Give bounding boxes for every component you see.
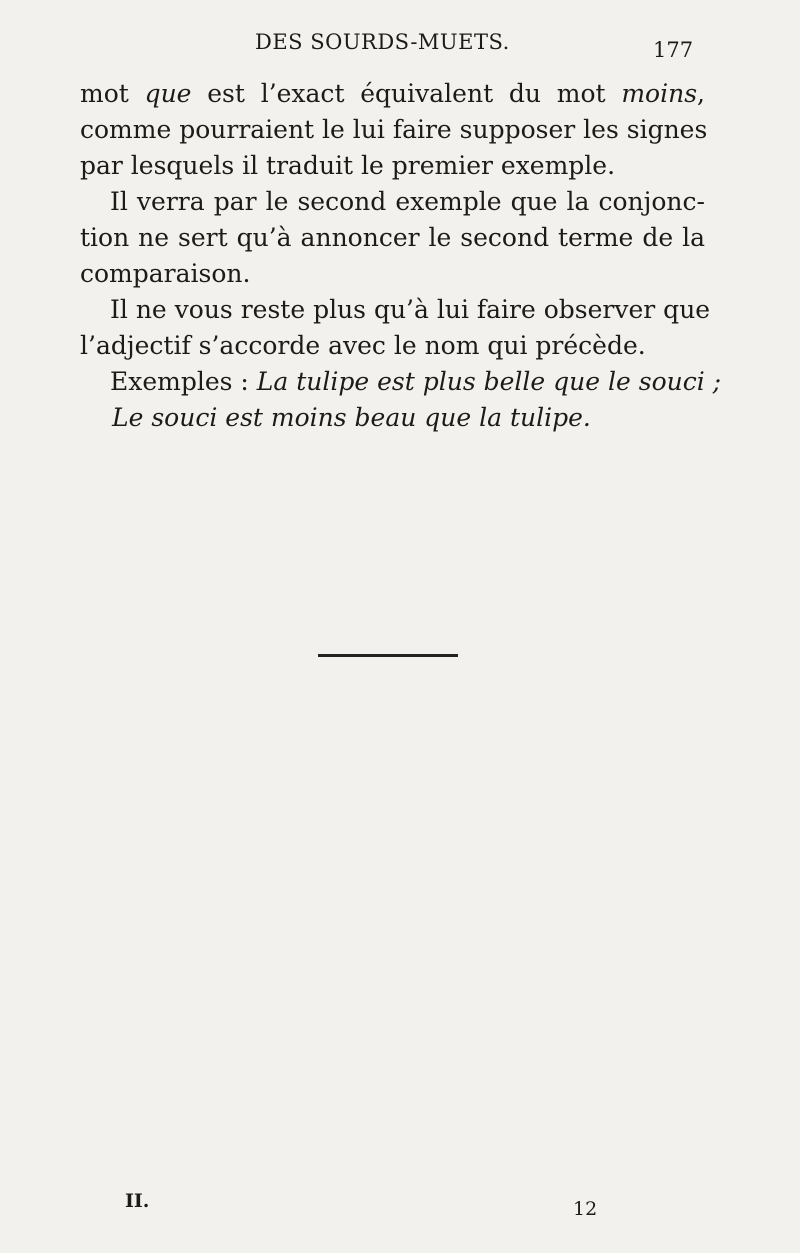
text-line: comme pourraient le lui faire supposer les signes <box>80 115 708 144</box>
italic-word: que <box>144 79 192 108</box>
text-fragment: est l’exact équivalent du mot <box>191 79 622 108</box>
text-fragment: mot <box>80 79 145 108</box>
section-divider <box>318 654 458 657</box>
examples-label: Exemples : <box>110 367 257 396</box>
text-line <box>80 364 722 400</box>
text-line: par lesquels il traduit le premier exemple. <box>80 151 616 180</box>
running-title: DES SOURDS-MUETS. <box>255 30 510 54</box>
body-text <box>80 76 722 436</box>
text-line: Il ne vous reste plus qu’à lui faire observer que <box>110 295 711 324</box>
text-line: comparaison. <box>80 259 251 288</box>
text-line <box>80 400 705 436</box>
signature-mark: II. <box>125 1190 150 1212</box>
italic-word: moins <box>621 79 698 108</box>
text-line <box>80 76 705 112</box>
example-sentence: Le souci est moins beau que la tulipe. <box>112 403 591 432</box>
text-line: tion ne sert qu’à annoncer le second terme de la <box>80 223 705 252</box>
page-number: 177 <box>653 38 694 62</box>
text-line: l’adjectif s’accorde avec le nom qui précède. <box>80 331 646 360</box>
signature-number: 12 <box>573 1198 598 1220</box>
example-sentence: La tulipe est plus belle que le souci ; <box>256 367 722 396</box>
text-fragment: , <box>697 79 705 108</box>
text-line: Il verra par le second exemple que la conjonc- <box>110 187 705 216</box>
